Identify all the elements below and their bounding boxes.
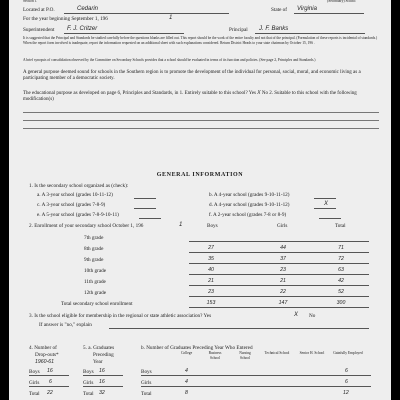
purpose-no-label: No — [261, 91, 268, 96]
sub-employed: Gainfully Employed — [333, 351, 363, 355]
row-underline — [189, 263, 369, 264]
boys-cell: 153 — [206, 300, 216, 306]
header-cut-right: (Secondary) School — [327, 0, 356, 3]
college-girls: 4 — [185, 379, 188, 385]
superintendent-underline — [64, 33, 184, 34]
row-underline — [189, 241, 369, 242]
entered-line-1 — [141, 375, 371, 376]
document-page — [9, 0, 391, 400]
graduates-header-3: Year — [93, 359, 103, 365]
org-option-d-blank — [314, 208, 336, 209]
purpose-yes-mark: X — [257, 90, 261, 96]
drop-girls: 6 — [49, 379, 52, 385]
org-option-a-blank — [134, 198, 156, 199]
superintendent-value: F. J. Critzer — [67, 26, 98, 32]
blank-line-3 — [23, 128, 379, 129]
drop-line-1 — [29, 375, 69, 376]
purpose-question: The educational purpose as developed on page 6, Principles and Standards, in 1. Entirely suitable to this school? Yes — [23, 91, 257, 96]
purpose-modification-label: 2. Suitable to this school with the following modification(s) — [23, 91, 357, 103]
org-option-c: c. A 3-year school (grades 7-8-9) — [37, 202, 106, 208]
state-value: Virginia — [297, 6, 317, 12]
grad-girls: 16 — [99, 379, 105, 385]
girls-cell: 147 — [278, 300, 288, 306]
state-underline — [294, 13, 364, 14]
principal-underline — [255, 33, 365, 34]
grade-label: 11th grade — [84, 279, 106, 285]
grad-line-2 — [83, 386, 123, 387]
org-option-f-blank — [319, 218, 341, 219]
org-option-b: b. A 4-year school (grades 9-10-11-12) — [209, 192, 290, 198]
enrollment-question: 2. Enrollment of your secondary school October 1, 196 — [29, 223, 144, 229]
philosophy-paragraph-3 — [23, 90, 379, 103]
principal-value: J. F. Banks — [259, 26, 289, 32]
entered-total-label: Total — [141, 391, 152, 397]
org-option-f: f. A 2-year school (grades 7-8 or 8-9) — [209, 212, 287, 218]
graduates-header-1: 5. a. Graduates — [83, 345, 115, 351]
header-cut-left: Section I. — [23, 0, 37, 3]
state-label: State of — [271, 7, 287, 13]
col-girls-header: Girls — [277, 223, 288, 229]
grade-label: 12th grade — [84, 290, 107, 296]
grade-label: 9th grade — [84, 257, 104, 263]
grad-line-1 — [83, 375, 123, 376]
college-boys: 4 — [185, 368, 188, 374]
grad-girls-label: Girls — [83, 380, 94, 386]
row-underline — [189, 274, 369, 275]
grade-label: Total secondary school enrollment — [61, 301, 133, 307]
org-option-b-blank — [314, 198, 336, 199]
sub-technical: Technical School — [264, 351, 290, 355]
sub-nursing: Nursing School — [239, 351, 251, 360]
org-option-c-blank — [134, 208, 156, 209]
athletic-question: 3. Is the school eligible for membership in the regional or state athletic association? Yes — [29, 313, 212, 319]
athletic-mark: X — [294, 312, 299, 318]
entered-header: b. Number of Graduates Preceding Year Who Entered — [141, 345, 253, 351]
org-option-a: a. A 3-year school (grades 10-11-12) — [37, 192, 113, 198]
located-value: Cedarin — [77, 6, 99, 12]
athletic-explain-label: If answer is "no," explain — [39, 322, 92, 328]
philosophy-paragraph-2: A general purpose deemed sound for schools in the Southern region is to promote the development of the individual for personal, social, moral, and economic living as a participating member of a democratic society. — [23, 70, 361, 82]
blank-line-2 — [23, 120, 379, 121]
col-total-header: Total — [335, 223, 346, 229]
grad-total-label: Total — [83, 391, 94, 397]
principal-label: Principal — [229, 27, 248, 33]
located-underline — [64, 13, 229, 14]
sub-senior: Senior H. School — [299, 351, 325, 355]
athletic-explain-line — [109, 328, 369, 329]
grade-label: 10th grade — [84, 268, 107, 274]
org-option-d: d. A 4-year school (grades 9-10-11-12) — [209, 202, 290, 208]
drop-total: 22 — [47, 390, 53, 396]
girls-cell: 21 — [280, 278, 286, 284]
total-cell: 300 — [336, 300, 346, 306]
col-boys-header: Boys — [207, 223, 218, 229]
row-underline — [189, 285, 369, 286]
entered-girls-label: Girls — [141, 380, 152, 386]
graduates-header-2: Preceding — [93, 352, 114, 358]
drop-line-2 — [29, 386, 69, 387]
grad-boys: 16 — [99, 368, 105, 374]
college-total: 8 — [185, 390, 188, 396]
org-option-d-mark: X — [324, 201, 329, 207]
drop-boys: 16 — [47, 368, 53, 374]
total-cell: 52 — [338, 289, 344, 295]
grad-total: 32 — [99, 390, 105, 396]
row-underline — [189, 252, 369, 253]
dropouts-header-1: 4. Number of — [29, 345, 57, 351]
row-underline — [189, 296, 369, 297]
boys-cell: 21 — [208, 278, 214, 284]
located-label: Located at P.O. — [23, 7, 55, 13]
grade-label: 8th grade — [84, 246, 104, 252]
drop-boys-label: Boys — [29, 369, 40, 375]
sub-college: College — [181, 351, 193, 355]
employed-boys: 6 — [345, 368, 348, 374]
superintendent-label: Superintendent — [23, 27, 55, 33]
girls-cell: 22 — [280, 289, 286, 295]
dropouts-header-2: Drop-outs* — [35, 352, 59, 358]
employed-total: 12 — [343, 390, 349, 396]
boys-cell: 27 — [208, 245, 214, 251]
girls-cell: 44 — [280, 245, 286, 251]
girls-cell: 23 — [280, 267, 286, 273]
year-value: 1 — [169, 15, 173, 21]
organization-question: 1. Is the secondary school organized as (check): — [29, 183, 129, 189]
org-option-e: e. A 5-year school (grades 7-8-9-10-11) — [37, 212, 119, 218]
total-cell: 63 — [338, 267, 344, 273]
entered-boys-label: Boys — [141, 369, 152, 375]
drop-total-label: Total — [29, 391, 40, 397]
sub-business: Business School — [208, 351, 222, 360]
total-cell: 71 — [338, 245, 344, 251]
grade-label: 7th grade — [84, 235, 104, 241]
total-cell: 72 — [338, 256, 344, 262]
boys-cell: 40 — [208, 267, 214, 273]
grad-boys-label: Boys — [83, 369, 94, 375]
general-information-heading: GENERAL INFORMATION — [156, 172, 244, 178]
girls-cell: 37 — [280, 256, 286, 262]
blank-line-1 — [23, 112, 379, 113]
boys-cell: 23 — [208, 289, 214, 295]
org-option-e-blank — [139, 218, 161, 219]
athletic-no-label: No — [309, 313, 316, 319]
drop-girls-label: Girls — [29, 380, 40, 386]
philosophy-paragraph-1: A brief synopsis of consolidation observed by the Committee on Secondary Schools provides that a school should be evaluated in terms of its function and policies. (See page 2, Principles and Standards.) — [23, 58, 316, 62]
enrollment-year: 1 — [179, 222, 183, 228]
year-label: For the year beginning September 1, 196 — [23, 16, 108, 22]
entered-line-2 — [141, 386, 371, 387]
row-underline — [189, 307, 369, 308]
intro-paragraph: It is suggested that the Principal and Standards be studied carefully before the questions blanks are filled out. This report should be the work of the entire faculty and not that of the principal. (Formulation of these reports is incidental of standards.) When the report form involved is inadequate, report the information requested on an additional sheet with such explanations considered. Return District Heads to your state chairman by October 15, 196 . — [23, 36, 378, 45]
employed-girls: 6 — [345, 379, 348, 385]
dropouts-header-3: 1960-61 — [35, 359, 55, 365]
total-cell: 42 — [338, 278, 344, 284]
boys-cell: 35 — [208, 256, 214, 262]
